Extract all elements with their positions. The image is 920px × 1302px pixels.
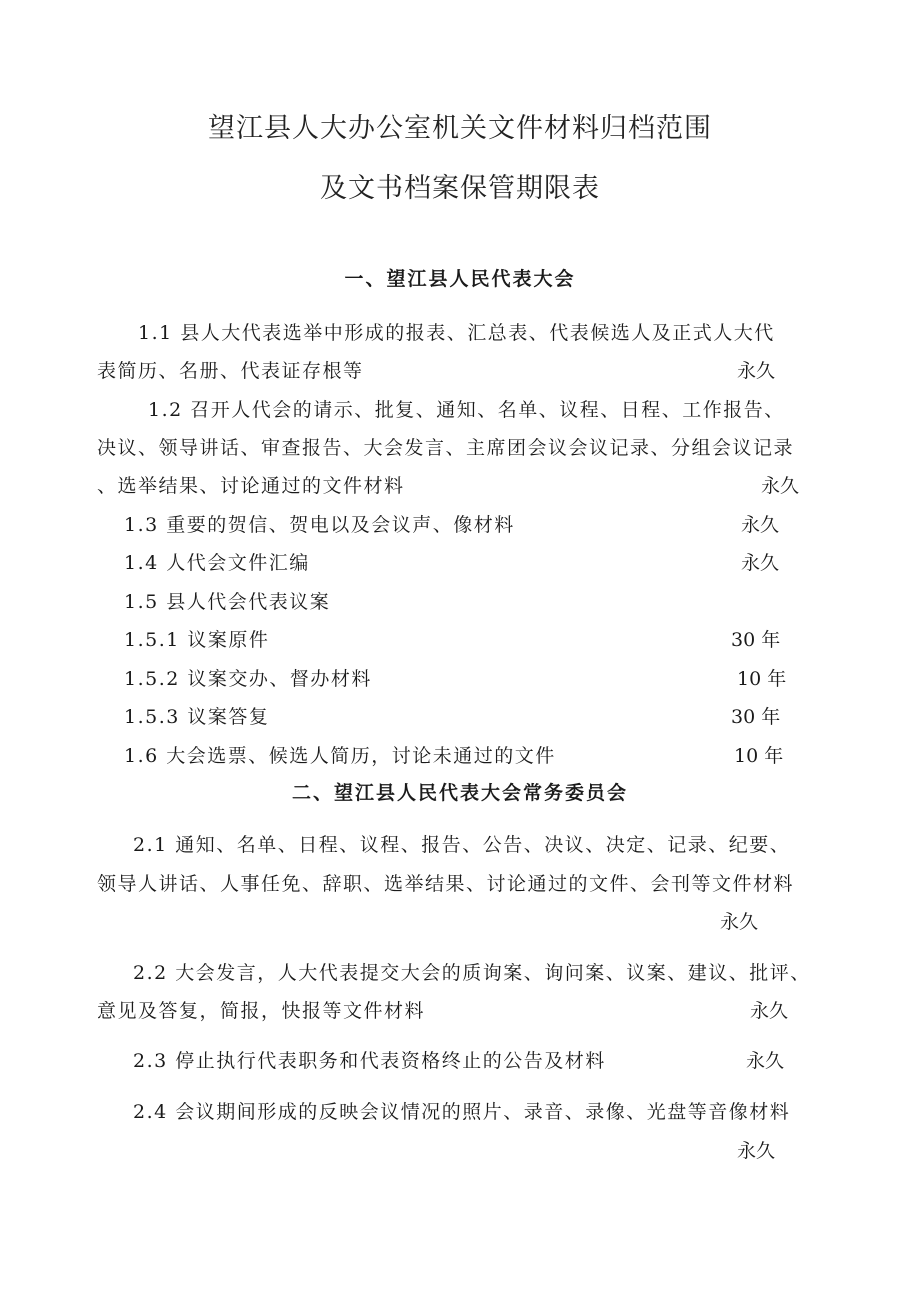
item-1-2-line-3: 、选举结果、讨论通过的文件材料 — [97, 475, 405, 497]
item-2-2-line-2: 意见及答复，简报，快报等文件材料 — [97, 1000, 426, 1022]
item-2-4-term: 永久 — [737, 1140, 776, 1162]
item-1-5-3-term: 30 年 — [731, 706, 781, 728]
item-1-2-term: 永久 — [761, 475, 800, 497]
item-1-1-line-2: 表简历、名册、代表证存根等 — [97, 360, 364, 382]
item-2-1-line-1: 2.1 通知、名单、日程、议程、报告、公告、决议、决定、记录、纪要、 — [133, 834, 791, 856]
section-1-heading: 一、望江县人民代表大会 — [344, 268, 576, 290]
item-1-4-text: 1.4 人代会文件汇编 — [124, 552, 310, 574]
document-title-line-1: 望江县人大办公室机关文件材料归档范围 — [208, 113, 712, 144]
item-2-2-line-1: 2.2 大会发言，人大代表提交大会的质询案、询问案、议案、建议、批评、 — [133, 962, 811, 984]
item-1-1-line-1: 1.1 县人大代表选举中形成的报表、汇总表、代表候选人及正式人大代 — [138, 322, 775, 344]
item-1-2-line-2: 决议、领导讲话、审查报告、大会发言、主席团会议会议记录、分组会议记录 — [97, 437, 795, 459]
item-1-3-term: 永久 — [741, 514, 780, 536]
item-1-5-1-text: 1.5.1 议案原件 — [124, 629, 270, 651]
item-2-2-term: 永久 — [750, 1000, 789, 1022]
item-2-3-term: 永久 — [746, 1050, 785, 1072]
item-1-5-1-term: 30 年 — [731, 629, 781, 651]
item-1-6-term: 10 年 — [734, 745, 784, 767]
item-1-3-text: 1.3 重要的贺信、贺电以及会议声、像材料 — [124, 514, 515, 536]
item-2-1-term: 永久 — [720, 911, 759, 933]
section-2-heading: 二、望江县人民代表大会常务委员会 — [291, 782, 628, 804]
item-1-5-text: 1.5 县人代会代表议案 — [124, 591, 331, 613]
item-2-3-text: 2.3 停止执行代表职务和代表资格终止的公告及材料 — [133, 1050, 606, 1072]
document-title-line-2: 及文书档案保管期限表 — [320, 173, 600, 204]
item-1-5-3-text: 1.5.3 议案答复 — [124, 706, 270, 728]
item-2-1-line-2: 领导人讲话、人事任免、辞职、选举结果、讨论通过的文件、会刊等文件材料 — [97, 873, 795, 895]
item-1-4-term: 永久 — [741, 552, 780, 574]
item-1-5-2-text: 1.5.2 议案交办、督办材料 — [124, 668, 372, 690]
item-1-5-2-term: 10 年 — [737, 668, 787, 690]
item-1-1-term: 永久 — [737, 360, 776, 382]
item-2-4-line-1: 2.4 会议期间形成的反映会议情况的照片、录音、录像、光盘等音像材料 — [133, 1101, 791, 1123]
item-1-6-text: 1.6 大会选票、候选人简历，讨论未通过的文件 — [124, 745, 556, 767]
item-1-2-line-1: 1.2 召开人代会的请示、批复、通知、名单、议程、日程、工作报告、 — [148, 399, 785, 421]
